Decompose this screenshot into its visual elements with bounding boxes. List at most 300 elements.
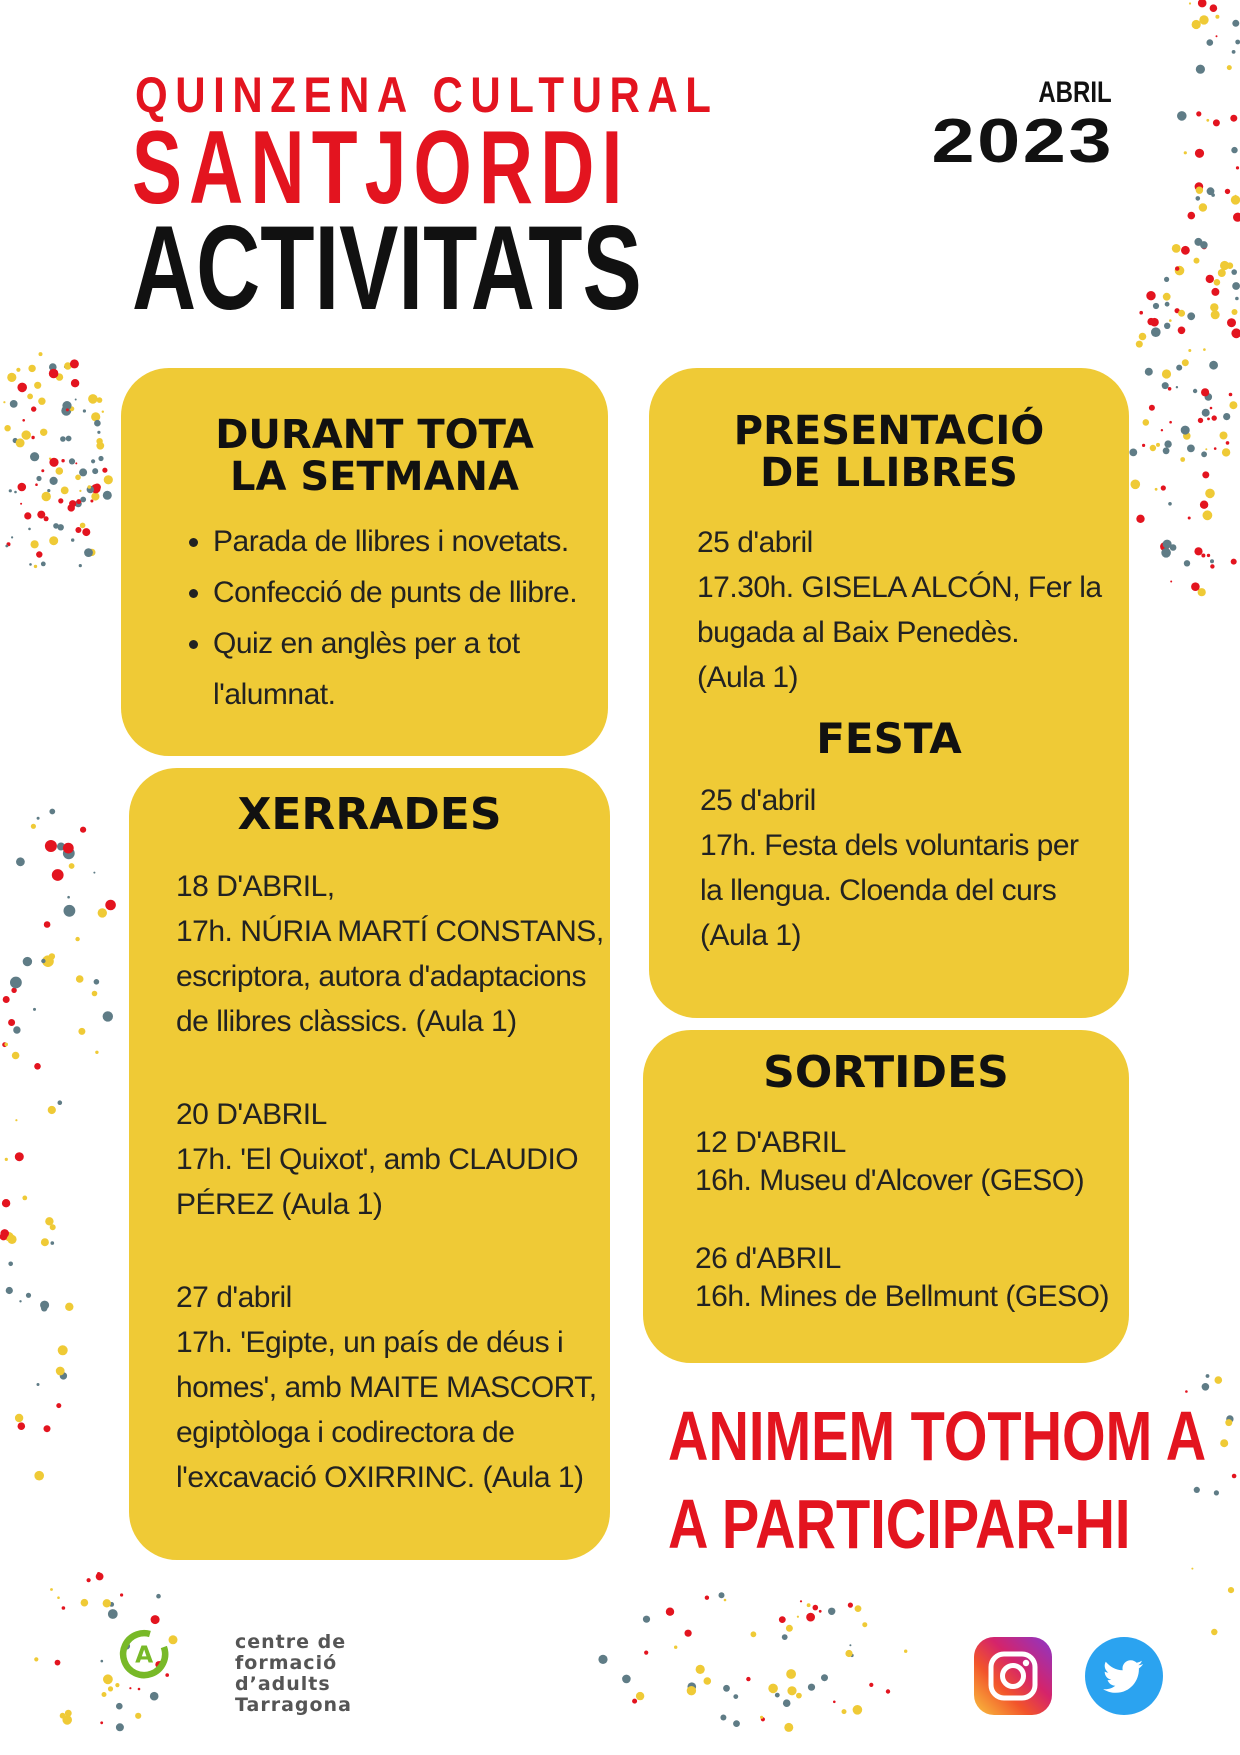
confetti-dot [1200, 241, 1208, 249]
confetti-dot [27, 394, 33, 400]
confetti-dot [6, 1287, 13, 1294]
logo-line1: centre de [235, 1631, 347, 1653]
confetti-dot [66, 436, 72, 442]
event-line: l'excavació OXIRRINC. (Aula 1) [176, 1461, 584, 1494]
confetti-dot [1163, 293, 1171, 301]
event-line: homes', amb MAITE MASCORT, [176, 1371, 597, 1404]
confetti-dot [55, 1660, 61, 1666]
confetti-dot [1176, 386, 1178, 388]
confetti-dot [705, 1596, 709, 1600]
logo-line3: d’adults [235, 1673, 331, 1695]
confetti-dot [98, 908, 107, 917]
confetti-dot [1232, 20, 1239, 27]
confetti-dot [37, 1383, 40, 1386]
confetti-dot [75, 937, 79, 941]
confetti-dot [807, 1603, 811, 1607]
confetti-dot [1227, 318, 1236, 327]
confetti-dot [1231, 269, 1237, 275]
confetti-dot [49, 536, 58, 545]
twitter-icon[interactable] [1085, 1637, 1163, 1715]
confetti-dot [904, 1650, 907, 1653]
confetti-dot [1206, 275, 1214, 283]
confetti-dot [1175, 266, 1179, 270]
confetti-dot [1164, 440, 1171, 447]
confetti-dot [1198, 418, 1203, 423]
confetti-dot [1235, 297, 1239, 301]
confetti-dot [37, 817, 40, 820]
confetti-dot [17, 383, 27, 393]
confetti-dot [36, 476, 41, 481]
confetti-dot [91, 412, 100, 421]
confetti-dot [105, 900, 116, 911]
confetti-dot [93, 872, 95, 874]
confetti-dot [15, 1119, 17, 1121]
confetti-dot [22, 1196, 27, 1201]
confetti-dot [1180, 457, 1185, 462]
confetti-dot [16, 438, 25, 447]
confetti-dot [1232, 1474, 1237, 1479]
confetti-dot [1220, 261, 1229, 270]
confetti-dot [11, 536, 13, 538]
event-line: 17h. Festa dels voluntaris per [700, 829, 1079, 862]
card-setmana-title [161, 414, 588, 498]
confetti-dot [1202, 409, 1210, 417]
logo-line2: formació [235, 1652, 338, 1674]
confetti-dot [1149, 405, 1155, 411]
confetti-dot [674, 1646, 677, 1649]
confetti-dot [81, 1599, 89, 1607]
card-presentacio-title-line2: DE LLIBRES [760, 450, 1018, 496]
confetti-dot [1198, 588, 1206, 596]
confetti-dot [88, 394, 98, 404]
confetti-dot [787, 1686, 796, 1695]
confetti-dot [62, 1715, 72, 1725]
confetti-dot [156, 1594, 161, 1599]
xerrades-events [176, 864, 610, 1500]
confetti-dot [845, 1650, 852, 1657]
confetti-dot [1136, 341, 1143, 348]
list-item: • Parada de llibres i novetats. [213, 516, 588, 567]
confetti-dot [1203, 510, 1213, 520]
confetti-dot [71, 379, 79, 387]
confetti-dot [1191, 582, 1200, 591]
cta-line1: ANIMEM TOTHOM A [668, 1397, 1207, 1475]
confetti-dot [1236, 166, 1239, 169]
confetti-dot [1235, 195, 1237, 197]
confetti-dot [704, 1677, 712, 1685]
confetti-dot [3, 996, 10, 1003]
confetti-dot [63, 843, 74, 854]
confetti-dot [60, 436, 66, 442]
confetti-dot [1161, 485, 1166, 490]
confetti-dot [685, 1630, 692, 1637]
confetti-dot [4, 425, 10, 431]
event-line: PÉREZ (Aula 1) [176, 1188, 383, 1221]
confetti-dot [45, 840, 57, 852]
confetti-dot [44, 921, 51, 928]
confetti-dot [7, 1235, 16, 1244]
confetti-dot [1205, 448, 1207, 450]
event-line: escriptora, autora d'adaptacions [176, 960, 586, 993]
confetti-dot [7, 373, 16, 382]
event-line: de llibres clàssics. (Aula 1) [176, 1005, 517, 1038]
confetti-dot [1168, 502, 1172, 506]
event-line: 25 d'abril [700, 784, 816, 817]
card-presentacio-title-line1: PRESENTACIÓ [733, 408, 1045, 454]
confetti-dot [35, 483, 38, 486]
confetti-dot [1188, 212, 1196, 220]
confetti-dot [94, 420, 101, 427]
confetti-dot [1169, 421, 1172, 424]
confetti-dot [29, 563, 32, 566]
confetti-dot [83, 409, 86, 412]
confetti-dot [1178, 327, 1186, 335]
confetti-dot [50, 477, 58, 485]
confetti-dot [1188, 517, 1191, 520]
event-line: 17h. 'Egipte, un país de déus i [176, 1326, 564, 1359]
confetti-dot [1169, 319, 1172, 322]
confetti-dot [1184, 560, 1190, 566]
confetti-dot [75, 475, 81, 481]
confetti-dot [1213, 119, 1220, 126]
confetti-dot [1214, 447, 1217, 450]
confetti-dot [58, 524, 64, 530]
confetti-dot [96, 442, 104, 450]
confetti-dot [1136, 515, 1144, 523]
confetti-dot [1210, 407, 1213, 410]
confetti-dot [104, 475, 113, 484]
confetti-dot [1142, 444, 1145, 447]
xerrades-event-1 [176, 864, 610, 1044]
confetti-dot [1145, 368, 1153, 376]
confetti-dot [1225, 1419, 1232, 1426]
confetti-dot [36, 551, 42, 557]
confetti-dot [31, 824, 36, 829]
festa-event [700, 778, 1129, 958]
confetti-dot [79, 490, 81, 492]
confetti-dot [733, 1694, 738, 1699]
confetti-dot [97, 1572, 100, 1575]
confetti-dot [1170, 581, 1172, 583]
confetti-dot [1203, 348, 1206, 351]
confetti-dot [1199, 15, 1208, 24]
confetti-dot [1172, 244, 1181, 253]
confetti-dot [842, 1709, 847, 1714]
confetti-dot [39, 352, 43, 356]
confetti-dot [103, 1011, 113, 1021]
list-item: • Quiz en anglès per a tot l'alumnat. [213, 618, 553, 720]
confetti-dot [768, 1684, 778, 1694]
event-line: 26 d'ABRIL [695, 1242, 841, 1275]
confetti-dot [1232, 282, 1240, 290]
header-year: 2023 [931, 107, 1114, 176]
confetti-dot [1201, 388, 1209, 396]
card-festa-title: FESTA [816, 714, 962, 763]
confetti-dot [1191, 1568, 1193, 1570]
confetti-dot [11, 988, 16, 993]
event-line: 17.30h. GISELA ALCÓN, Fer la [697, 571, 1102, 604]
confetti-dot [1178, 310, 1185, 317]
confetti-dot [8, 1262, 13, 1267]
confetti-dot [1211, 310, 1220, 319]
event-line: 17h. NÚRIA MARTÍ CONSTANS, [176, 915, 604, 948]
confetti-dot [4, 1043, 8, 1047]
confetti-dot [30, 540, 38, 548]
confetti-dot [58, 498, 63, 503]
event-line: 17h. 'El Quixot', amb CLAUDIO [176, 1143, 579, 1176]
confetti-dot [1206, 1374, 1210, 1378]
confetti-dot [61, 487, 69, 495]
confetti-dot [1143, 419, 1150, 426]
header-month: ABRIL [1038, 76, 1112, 109]
confetti-dot [1161, 548, 1171, 558]
confetti-dot [57, 1596, 60, 1599]
confetti-dot [1230, 115, 1237, 122]
cfa-logo [118, 1600, 230, 1712]
confetti-dot [28, 528, 31, 531]
confetti-dot [783, 1699, 791, 1707]
confetti-dot [1206, 119, 1209, 122]
event-line: bugada al Baix Penedès. [697, 616, 1020, 649]
confetti-dot [84, 548, 93, 557]
confetti-dot [1198, 0, 1207, 7]
confetti-dot [1176, 365, 1182, 371]
confetti-dot [1228, 1587, 1234, 1593]
confetti-dot [1196, 196, 1201, 201]
confetti-dot [56, 467, 64, 475]
confetti-dot [10, 400, 18, 408]
header-subtitle: QUINZENA CULTURAL [135, 67, 719, 123]
confetti-dot [23, 957, 32, 966]
confetti-dot [1163, 540, 1172, 549]
confetti-dot [1139, 311, 1143, 315]
confetti-dot [1164, 323, 1170, 329]
event-line: 25 d'abril [697, 526, 813, 559]
confetti-dot [9, 489, 12, 492]
confetti-dot [1196, 111, 1201, 116]
confetti-dot [50, 1588, 53, 1591]
confetti-dot [1235, 40, 1240, 45]
confetti-dot [1131, 480, 1141, 490]
confetti-dot [88, 485, 92, 489]
confetti-dot [1205, 489, 1215, 499]
confetti-dot [1162, 369, 1171, 378]
confetti-dot [38, 398, 45, 405]
card-sortides [643, 1030, 1129, 1363]
confetti-dot [779, 1616, 786, 1623]
confetti-dot [69, 500, 76, 507]
confetti-dot [819, 1610, 822, 1613]
confetti-dot [65, 1710, 72, 1717]
header-activitats: ACTIVITATS [132, 201, 642, 335]
confetti-dot [1207, 39, 1214, 46]
confetti-dot [1211, 288, 1219, 296]
confetti-dot [41, 1238, 49, 1246]
confetti-dot [15, 1414, 23, 1422]
confetti-dot [1202, 471, 1209, 478]
confetti-dot [79, 468, 87, 476]
confetti-dot [862, 1622, 867, 1627]
confetti-dot [1164, 277, 1169, 282]
sortides-events [695, 1124, 1129, 1316]
confetti-dot [1189, 2, 1191, 4]
confetti-dot [16, 368, 20, 372]
confetti-dot [724, 1599, 727, 1602]
confetti-dot [1225, 189, 1230, 194]
confetti-dot [1227, 65, 1232, 70]
confetti-dot [720, 1715, 726, 1721]
confetti-dot [42, 492, 51, 501]
confetti-dot [62, 1606, 66, 1610]
confetti-dot [1218, 269, 1226, 277]
confetti-dot [22, 419, 25, 422]
confetti-dot [20, 503, 22, 505]
confetti-dot [1194, 547, 1202, 555]
instagram-icon[interactable] [974, 1637, 1052, 1715]
card-presentacio [649, 368, 1129, 1018]
confetti-dot [41, 469, 44, 472]
confetti-dot [44, 1425, 51, 1432]
confetti-dot [102, 468, 107, 473]
confetti-dot [1192, 20, 1201, 29]
event-line: 27 d'abril [176, 1281, 292, 1314]
card-setmana [121, 368, 608, 756]
confetti-dot [19, 1300, 21, 1302]
confetti-dot [16, 857, 25, 866]
confetti-dot [58, 1100, 63, 1105]
logo-letter: A [135, 1640, 154, 1669]
confetti-dot [746, 1677, 750, 1681]
confetti-dot [34, 1657, 38, 1661]
card-setmana-title-line1: DURANT TOTA [215, 412, 534, 458]
confetti-dot [24, 512, 31, 519]
confetti-dot [18, 1422, 26, 1430]
confetti-dot [45, 1217, 53, 1225]
confetti-dot [1150, 445, 1156, 451]
confetti-dot [1188, 349, 1191, 352]
confetti-dot [1181, 246, 1190, 255]
confetti-dot [828, 1608, 835, 1615]
confetti-dot [18, 483, 27, 492]
confetti-dot [8, 1019, 15, 1026]
confetti-dot [797, 1616, 799, 1618]
logo-text [235, 1632, 352, 1716]
confetti-dot [696, 1665, 705, 1674]
confetti-dot [91, 459, 95, 463]
confetti-dot [5, 545, 8, 548]
confetti-dot [120, 1593, 123, 1596]
event-line: 16h. Museu d'Alcover (GESO) [695, 1164, 1085, 1197]
confetti-dot [636, 1692, 644, 1700]
confetti-dot [1200, 501, 1208, 509]
confetti-dot [98, 456, 103, 461]
confetti-dot [821, 1674, 828, 1681]
confetti-dot [97, 431, 100, 434]
logo-line4: Tarragona [235, 1694, 352, 1716]
card-xerrades [129, 768, 610, 1560]
confetti-dot [1212, 415, 1217, 420]
confetti-dot [49, 369, 59, 379]
event-line: (Aula 1) [700, 919, 802, 952]
confetti-dot [1216, 35, 1218, 37]
confetti-dot [103, 1599, 111, 1607]
confetti-dot [1211, 1629, 1217, 1635]
confetti-dot [108, 1686, 113, 1691]
confetti-dot [1222, 448, 1230, 456]
confetti-dot [796, 1693, 802, 1699]
list-item: • Confecció de punts de llibre. [213, 567, 588, 618]
confetti-dot [687, 1686, 696, 1695]
confetti-dot [1220, 1439, 1228, 1447]
confetti-dot [1229, 393, 1233, 397]
confetti-dot [41, 959, 45, 963]
confetti-dot [47, 489, 50, 492]
confetti-dot [1146, 291, 1155, 300]
confetti-dot [1229, 401, 1237, 409]
card-xerrades-title: XERRADES [237, 789, 502, 840]
confetti-dot [1233, 213, 1240, 222]
confetti-dot [48, 1106, 56, 1114]
confetti-dot [44, 516, 49, 521]
confetti-dot [1201, 451, 1207, 457]
confetti-dot [100, 1721, 103, 1724]
confetti-dot [1151, 327, 1161, 337]
confetti-dot [69, 863, 75, 869]
confetti-dot [15, 1152, 24, 1161]
confetti-dot [78, 1028, 85, 1035]
confetti-dot [1196, 65, 1205, 74]
confetti-dot [1196, 187, 1203, 194]
confetti-dot [34, 1063, 41, 1070]
confetti-dot [30, 452, 39, 461]
confetti-dot [95, 1051, 98, 1054]
card-setmana-list [161, 516, 588, 720]
confetti-dot [40, 1301, 49, 1310]
confetti-dot [1184, 151, 1187, 154]
confetti-dot [103, 491, 112, 500]
confetti-dot [34, 382, 41, 389]
confetti-dot [67, 896, 70, 899]
confetti-dot [808, 1684, 815, 1691]
confetti-dot [79, 564, 82, 567]
confetti-dot [1139, 333, 1147, 341]
confetti-dot [598, 1655, 607, 1664]
event-line: (Aula 1) [697, 661, 799, 694]
confetti-dot [13, 1026, 20, 1033]
confetti-dot [31, 436, 34, 439]
confetti-dot [33, 1008, 36, 1011]
confetti-dot [784, 1723, 793, 1732]
event-line: 12 D'ABRIL [695, 1126, 846, 1159]
confetti-dot [1168, 387, 1172, 391]
confetti-dot [733, 1720, 740, 1727]
confetti-dot [94, 979, 100, 985]
confetti-dot [102, 1692, 107, 1697]
confetti-dot [848, 1603, 853, 1608]
confetti-dot [1161, 429, 1163, 431]
confetti-dot [1220, 432, 1228, 440]
confetti-dot [1232, 309, 1238, 315]
confetti-dot [41, 562, 46, 567]
confetti-dot [28, 365, 35, 372]
call-to-action [668, 1392, 1207, 1568]
confetti-dot [1181, 426, 1190, 435]
confetti-dot [1210, 564, 1214, 568]
confetti-dot [1214, 1490, 1219, 1495]
confetti-dot [1231, 147, 1237, 153]
confetti-dot [800, 1600, 802, 1602]
confetti-dot [1199, 203, 1207, 211]
